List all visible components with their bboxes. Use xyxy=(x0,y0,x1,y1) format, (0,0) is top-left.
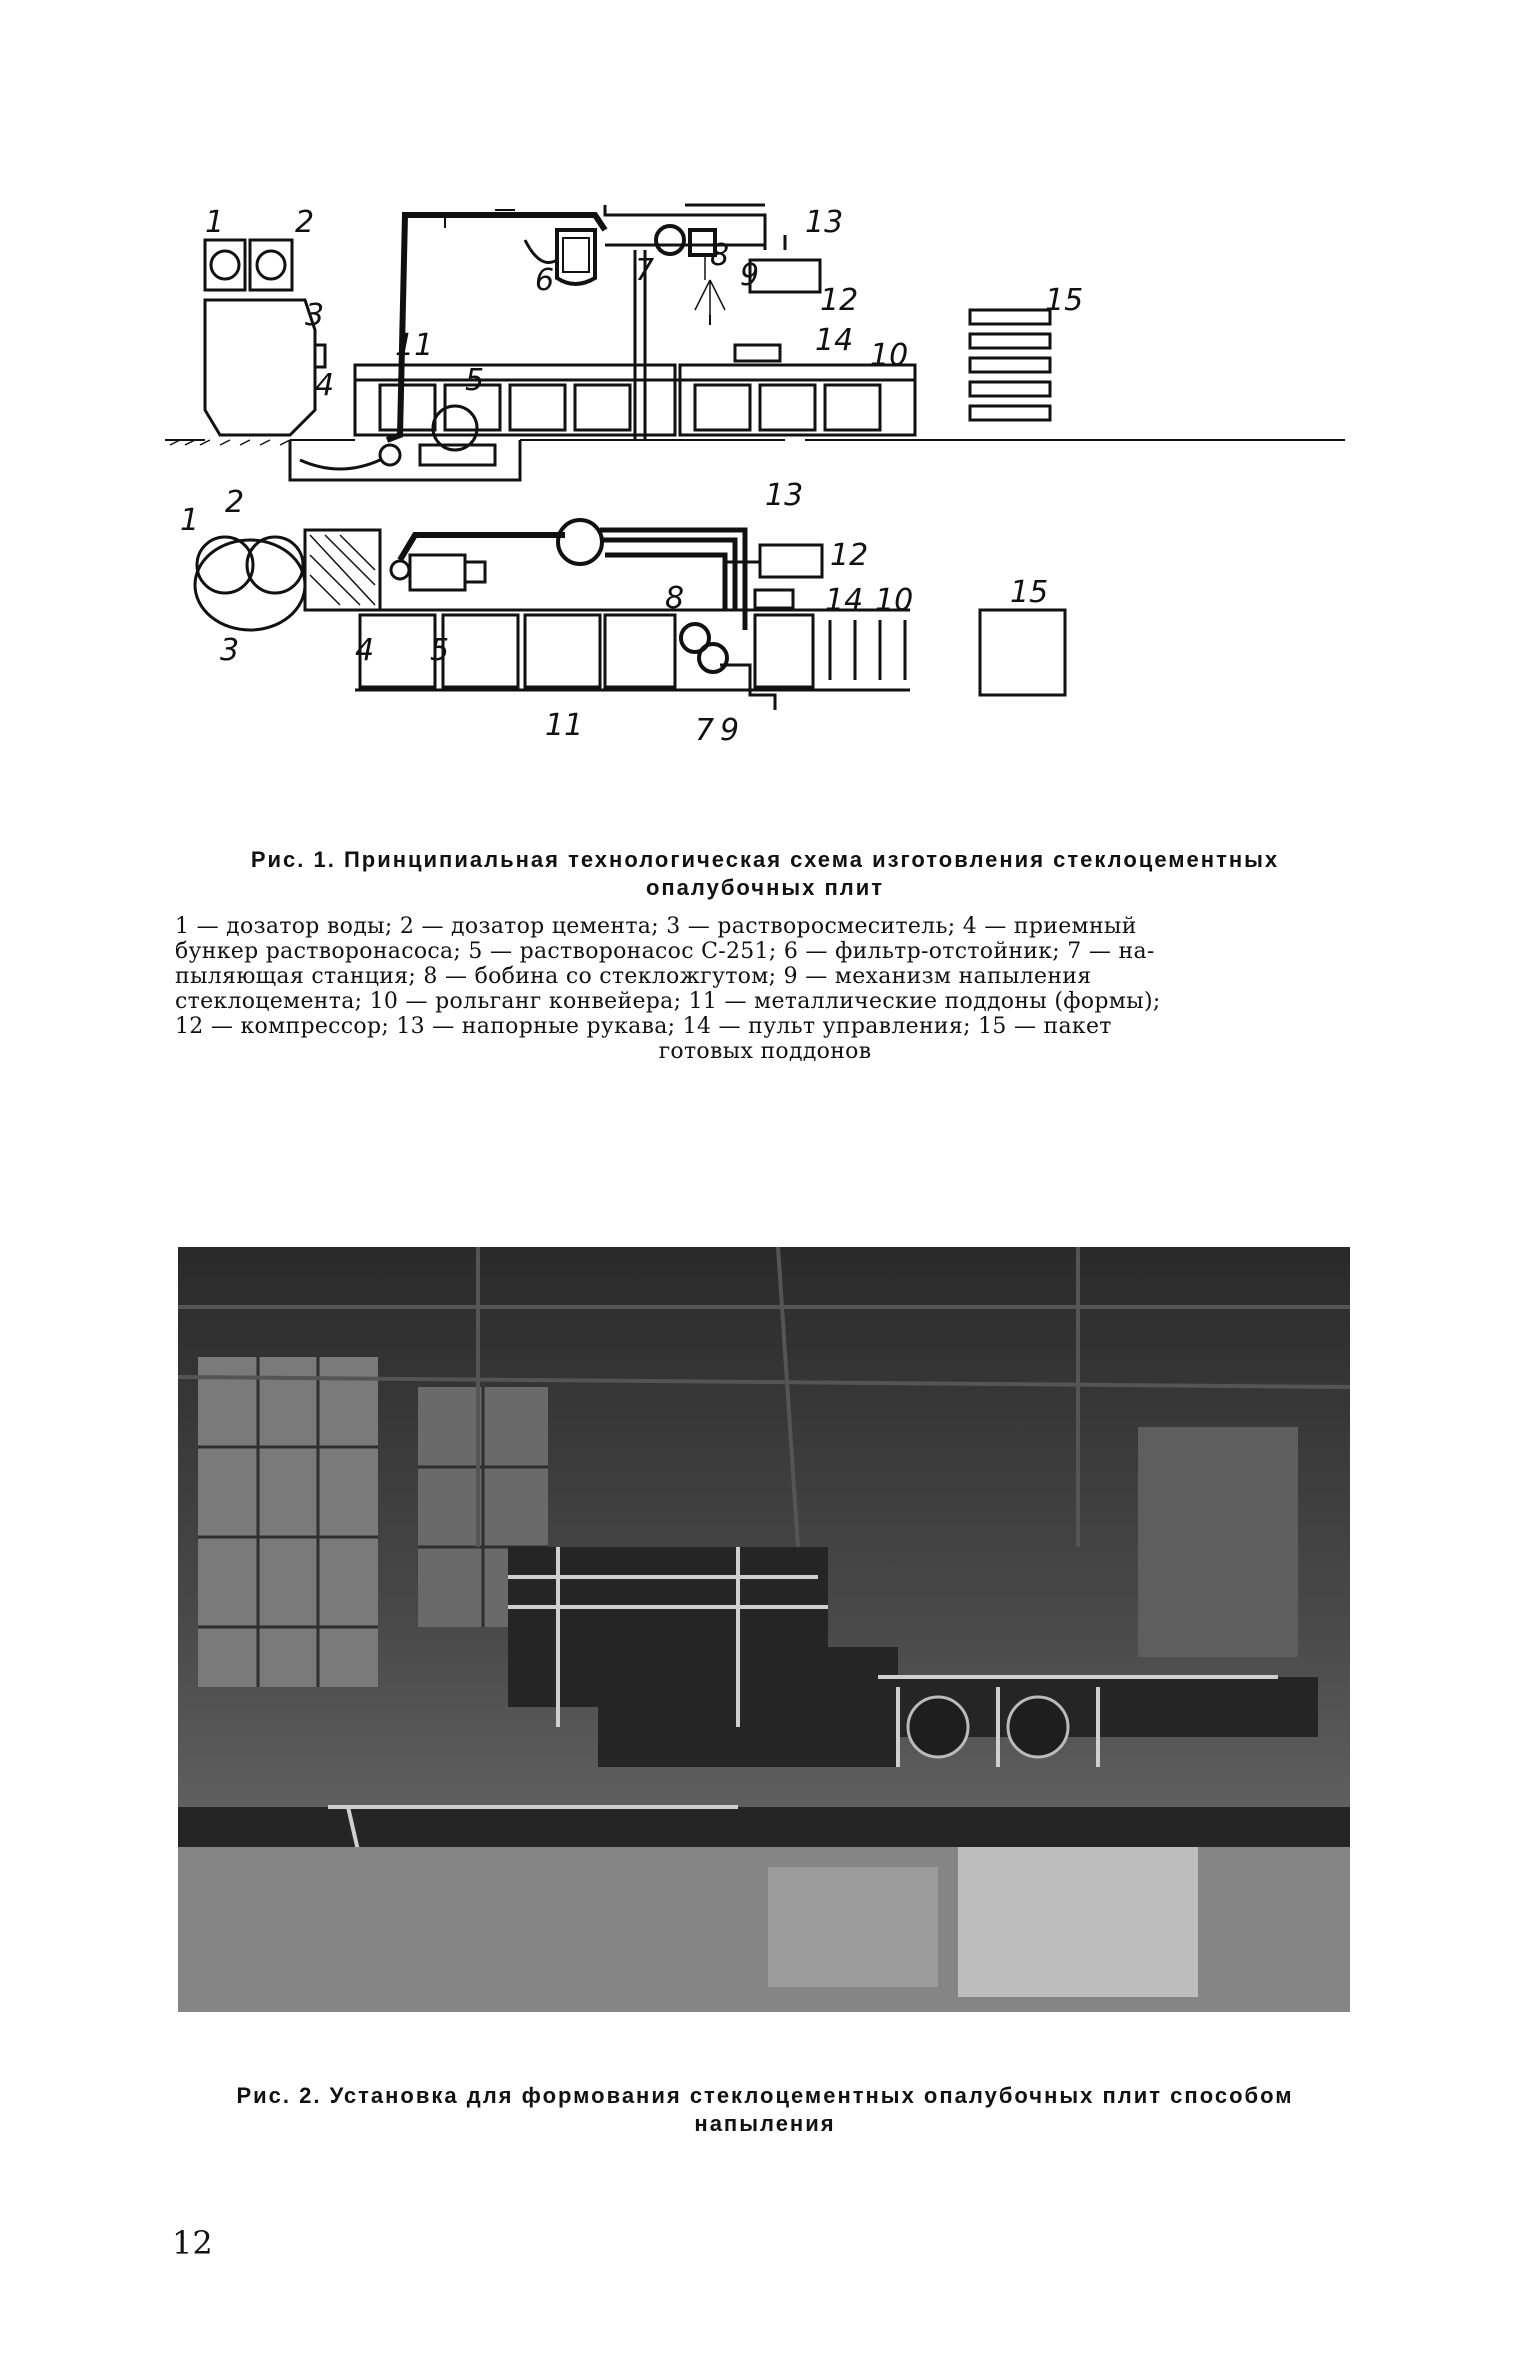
page-number: 12 xyxy=(172,2224,213,2262)
label-14: 14 xyxy=(815,323,854,358)
label-7-plan: 7 xyxy=(695,713,715,748)
legend-line: готовых поддонов xyxy=(658,1039,872,1064)
label-12-plan: 12 xyxy=(830,538,869,573)
figure-1-legend xyxy=(175,914,1355,1064)
label-8: 8 xyxy=(710,238,730,273)
technological-scheme-diagram xyxy=(165,190,1345,810)
label-11: 11 xyxy=(395,328,434,363)
label-15-plan: 15 xyxy=(1010,575,1049,610)
label-10: 10 xyxy=(870,338,909,373)
label-1-plan: 1 xyxy=(180,503,200,538)
legend-line: стеклоцемента; 10 — рольганг конвейера; 11 — металлические поддоны (формы); xyxy=(175,989,1161,1014)
label-6: 6 xyxy=(535,263,555,298)
label-2-plan: 2 xyxy=(225,485,245,520)
label-3-plan: 3 xyxy=(220,633,240,668)
label-5-plan: 5 xyxy=(430,633,450,668)
label-14-plan: 14 xyxy=(825,583,864,618)
legend-line: 12 — компрессор; 13 — напорные рукава; 14 — пульт управления; 15 — пакет xyxy=(175,1014,1112,1039)
installation-photograph xyxy=(178,1247,1350,2012)
label-12: 12 xyxy=(820,283,859,318)
label-9-plan: 9 xyxy=(720,713,740,748)
label-10-plan: 10 xyxy=(875,583,914,618)
label-11-plan: 11 xyxy=(545,708,584,743)
compressor-plan xyxy=(760,545,822,577)
control-panel-plan xyxy=(755,590,793,608)
figure-2-caption: Рис. 2. Установка для формования стеклоцементных опалубочных плит способом напыления xyxy=(236,2083,1294,2136)
mortar-pump-plan xyxy=(410,555,465,590)
label-9: 9 xyxy=(740,258,760,293)
label-1: 1 xyxy=(205,205,225,240)
finished-pallet-plan xyxy=(980,610,1065,695)
label-15: 15 xyxy=(1045,283,1084,318)
compressor-elevation xyxy=(750,260,820,292)
label-5: 5 xyxy=(465,363,485,398)
label-8-plan: 8 xyxy=(665,581,685,616)
mortar-mixer-elevation xyxy=(205,300,315,435)
label-13: 13 xyxy=(805,205,844,240)
pallet-stack-elevation xyxy=(970,310,1050,420)
control-panel-elevation xyxy=(735,345,780,361)
label-4-plan: 4 xyxy=(355,633,375,668)
legend-line: 1 — дозатор воды; 2 — дозатор цемента; 3 — растворосмеситель; 4 — приемный xyxy=(175,914,1137,939)
figure-1-caption: Рис. 1. Принципиальная технологическая схема изготовления стеклоцементных опалубочных плит xyxy=(250,847,1280,900)
label-3: 3 xyxy=(305,298,325,333)
legend-line: пыляющая станция; 8 — бобина со стекложгутом; 9 — механизм напыления xyxy=(175,964,1092,989)
legend-line: бункер растворонасоса; 5 — растворонасос С-251; 6 — фильтр-отстойник; 7 — на- xyxy=(175,939,1155,964)
label-4: 4 xyxy=(315,368,335,403)
label-7: 7 xyxy=(635,253,655,288)
label-13-plan: 13 xyxy=(765,478,804,513)
mortar-pump-elevation xyxy=(433,406,477,450)
label-2: 2 xyxy=(295,205,315,240)
